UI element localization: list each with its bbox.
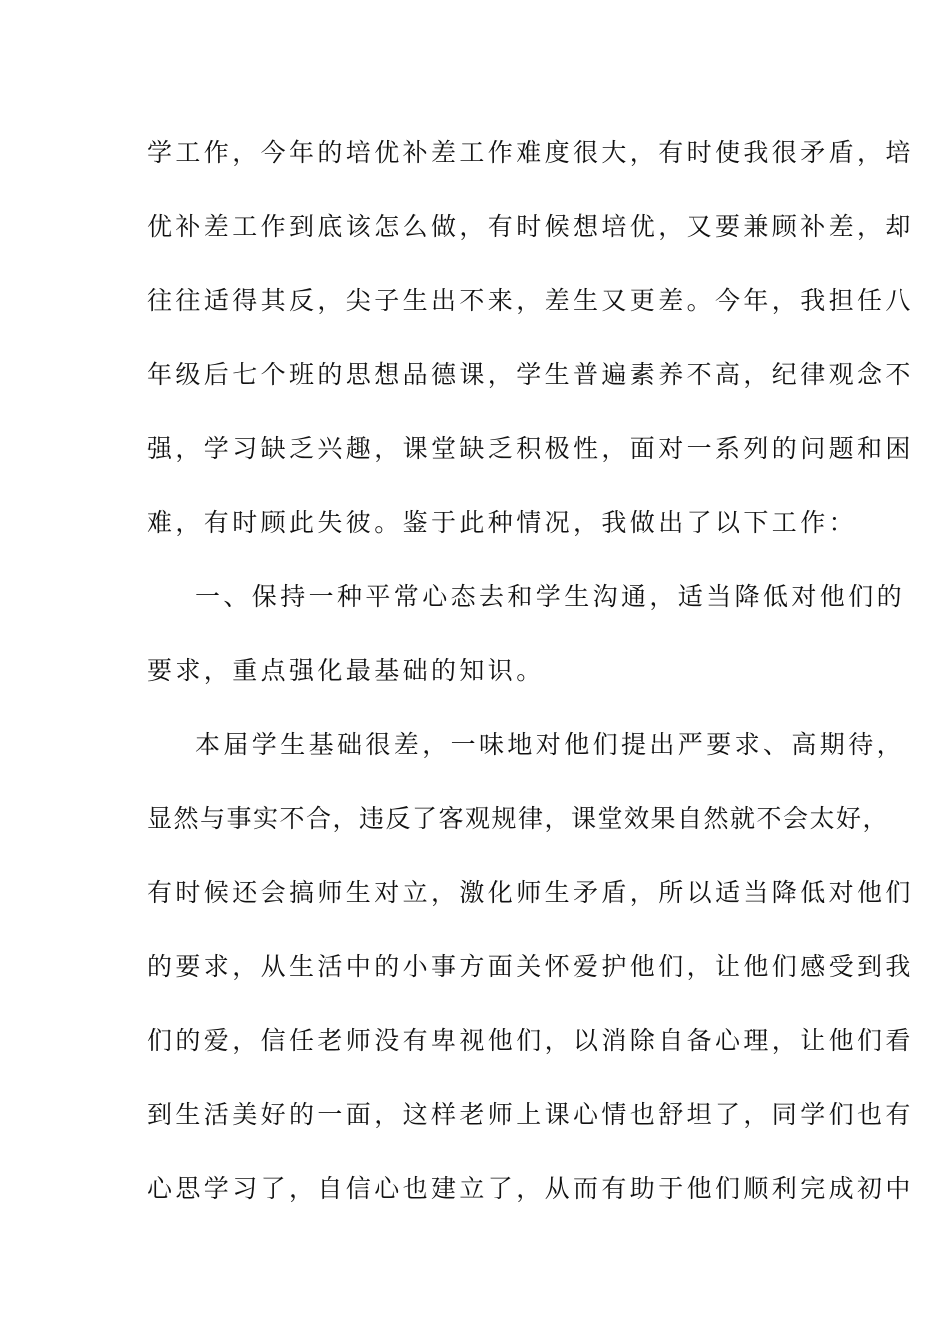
text-line: 们的爱，信任老师没有卑视他们，以消除自备心理，让他们看 xyxy=(147,1026,914,1055)
text-line: 强，学习缺乏兴趣，课堂缺乏积极性，面对一系列的问题和困 xyxy=(147,434,914,463)
text-line: 学工作，今年的培优补差工作难度很大，有时使我很矛盾，培 xyxy=(147,138,914,167)
section-heading-line: 要求，重点强化最基础的知识。 xyxy=(147,656,545,685)
text-line: 有时候还会搞师生对立，激化师生矛盾，所以适当降低对他们 xyxy=(147,878,914,907)
text-line: 难，有时顾此失彼。鉴于此种情况，我做出了以下工作： xyxy=(147,508,858,537)
text-line: 显然与事实不合，违反了客观规律，课堂效果自然就不会太好， xyxy=(147,804,890,833)
section-heading-line: 一、保持一种平常心态去和学生沟通，适当降低对他们的 xyxy=(195,582,906,611)
text-line: 的要求，从生活中的小事方面关怀爱护他们，让他们感受到我 xyxy=(147,952,914,981)
text-line: 心思学习了，自信心也建立了，从而有助于他们顺利完成初中 xyxy=(147,1174,914,1203)
paragraph-first-line: 本届学生基础很差，一味地对他们提出严要求、高期待， xyxy=(195,730,906,759)
text-line: 往往适得其反，尖子生出不来，差生又更差。今年，我担任八 xyxy=(147,286,914,315)
text-line: 优补差工作到底该怎么做，有时候想培优，又要兼顾补差，却 xyxy=(147,212,914,241)
text-line: 到生活美好的一面，这样老师上课心情也舒坦了，同学们也有 xyxy=(147,1100,914,1129)
text-line: 年级后七个班的思想品德课，学生普遍素养不高，纪律观念不 xyxy=(147,360,914,389)
